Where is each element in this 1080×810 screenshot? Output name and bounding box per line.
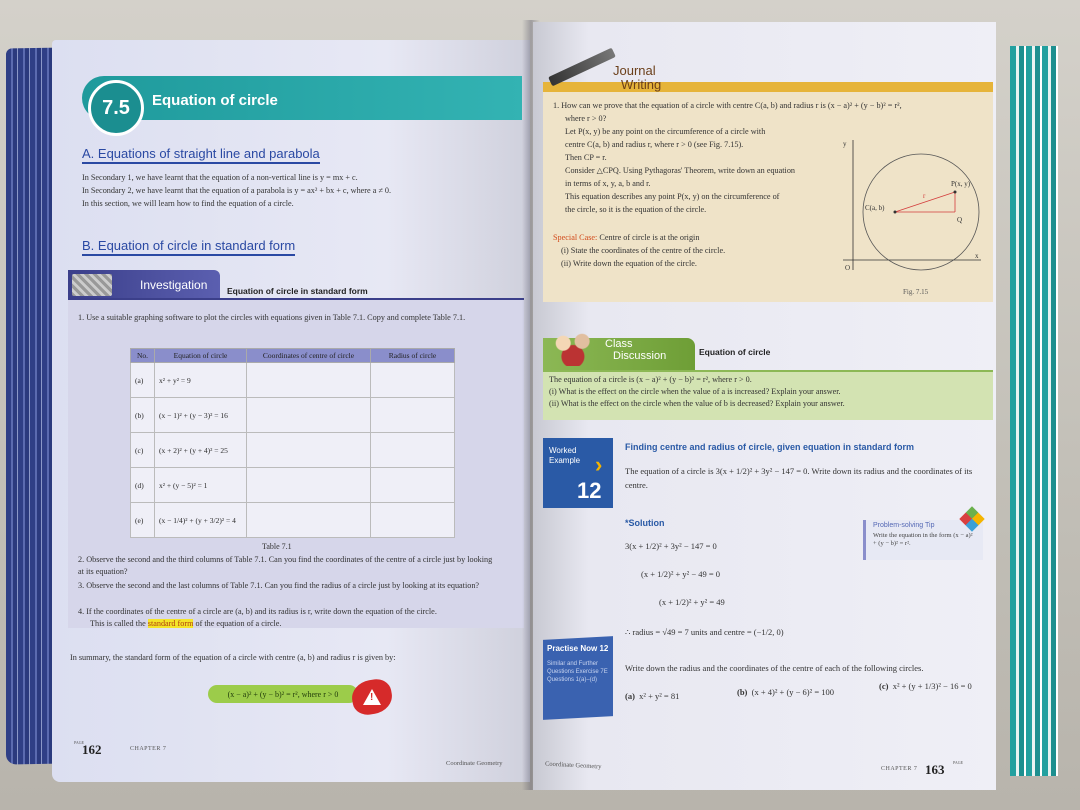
radius-cell <box>371 468 455 503</box>
table-header: Radius of circle <box>371 349 455 363</box>
radius-cell <box>371 363 455 398</box>
journal-line: in terms of x, y, a, b and r. <box>565 179 651 188</box>
special-case: Special Case: Centre of circle is at the origin <box>553 233 700 242</box>
worked-example-label: Worked Example <box>549 446 581 465</box>
row-label: (c) <box>131 433 155 468</box>
page-word: PAGE <box>74 740 85 745</box>
table-row <box>131 433 455 468</box>
table-caption: Table 7.1 <box>262 542 292 551</box>
journal-line: Consider △CPQ. Using Pythagoras' Theorem, write down an equation <box>565 166 796 175</box>
x-axis-label: x <box>975 252 979 260</box>
section-number-badge: 7.5 <box>88 80 144 136</box>
tip-body: Write the equation in the form (x − a)² + (y − b)² = r². <box>873 532 973 547</box>
worked-example-question: The equation of a circle is 3(x + 1/2)² + 3y² − 147 = 0. Write down its radius and the coordinates of its centre. <box>625 466 973 490</box>
investigation-step-4: 4. If the coordinates of the centre of a circle are (a, b) and its radius is r, write down the equation of the circle. <box>78 607 437 616</box>
solution-line: 3(x + 1/2)² + 3y² − 147 = 0 <box>625 541 717 551</box>
row-equation: (x − 1)² + (y − 3)² = 16 <box>155 398 247 433</box>
standard-form-highlight: standard form <box>147 619 194 628</box>
special-case-i: (i) State the coordinates of the centre of the circle. <box>561 246 726 255</box>
page-word: PAGE <box>953 760 964 765</box>
row-equation: (x − 1/4)² + (y + 3/2)² = 4 <box>155 503 247 538</box>
investigation-title: Equation of circle in standard form <box>227 286 368 296</box>
tip-heading: Problem-solving Tip <box>873 522 935 529</box>
centre-cell <box>247 468 371 503</box>
summary-text: In summary, the standard form of the equation of a circle with centre (a, b) and radius r is given by: <box>70 653 396 662</box>
centre-label: C(a, b) <box>865 204 885 212</box>
page-number: 163 <box>925 762 945 777</box>
practise-now-reference: Similar and Further Questions Exercise 7E Questions 1(a)–(d) <box>547 661 608 683</box>
table-row <box>131 398 455 433</box>
table-header: Coordinates of centre of circle <box>247 349 371 363</box>
subsection-b-heading: B. Equation of circle in standard form <box>82 238 295 256</box>
radius-cell <box>371 433 455 468</box>
practise-item: (c) x² + (y + 1/3)² − 16 = 0 <box>879 681 972 691</box>
centre-cell <box>247 503 371 538</box>
solution-line: (x + 1/2)² + y² = 49 <box>659 597 725 607</box>
journal-line: Let P(x, y) be any point on the circumference of a circle with <box>565 127 766 136</box>
row-equation: x² + y² = 9 <box>155 363 247 398</box>
discussion-line: The equation of a circle is (x − a)² + (y − b)² = r², where r > 0. <box>549 375 752 384</box>
table-row <box>131 468 455 503</box>
page-number: 162 <box>82 742 102 757</box>
practise-item: (b) (x + 4)² + (y − 6)² = 100 <box>737 687 834 697</box>
table-row <box>131 503 455 538</box>
solution-line: (x + 1/2)² + y² − 49 = 0 <box>641 569 721 579</box>
books-icon <box>72 274 112 296</box>
class-discussion-title: Class Discussion <box>605 338 667 362</box>
table-header: No. <box>131 349 155 363</box>
centre-cell <box>247 433 371 468</box>
investigation-step-4-standard-form: This is called the standard form of the equation of a circle. <box>90 619 282 628</box>
radius-cell <box>371 398 455 433</box>
investigation-step-1: 1. Use a suitable graphing software to plot the circles with equations given in Table 7.1. Copy and complete Table 7.1. <box>78 313 466 322</box>
chapter-label: CHAPTER 7 <box>881 766 918 772</box>
subsection-a-line-3: In this section, we will learn how to find the equation of a circle. <box>82 199 294 208</box>
row-label: (b) <box>131 398 155 433</box>
radius-cell <box>371 503 455 538</box>
point-q-label: Q <box>957 216 963 224</box>
origin-label: O <box>845 264 851 272</box>
subsection-a-heading: A. Equations of straight line and parabola <box>82 146 320 164</box>
worked-example-title: Finding centre and radius of circle, given equation in standard form <box>625 442 915 452</box>
standard-form-formula: (x − a)² + (y − b)² = r², where r > 0 <box>208 685 358 703</box>
special-case-label: Special Case: <box>553 233 598 242</box>
practise-now-question: Write down the radius and the coordinates of the centre of each of the following circles. <box>625 663 924 673</box>
centre-cell <box>247 363 371 398</box>
radius-label: r <box>923 192 926 200</box>
special-case-ii: (ii) Write down the equation of the circle. <box>561 259 697 268</box>
section-title: Equation of circle <box>152 92 278 109</box>
journal-line: centre C(a, b) and radius r, where r > 0 (see Fig. 7.15). <box>565 140 744 149</box>
page-162 <box>52 40 530 782</box>
row-equation: x² + (y − 5)² = 1 <box>155 468 247 503</box>
row-label: (a) <box>131 363 155 398</box>
discussion-line: (i) What is the effect on the circle when the value of a is increased? Explain your answer. <box>549 387 841 396</box>
class-discussion-subtitle: Equation of circle <box>699 347 771 357</box>
exclamation-icon: ! <box>370 692 374 703</box>
centre-cell <box>247 398 371 433</box>
investigation-step-3: 3. Observe the second and the last columns of Table 7.1. Can you find the radius of a circle just by looking at its equation? <box>78 581 480 590</box>
point-p <box>954 191 957 194</box>
circle-diagram <box>833 130 983 280</box>
row-equation: (x + 2)² + (y + 4)² = 25 <box>155 433 247 468</box>
centre-point <box>894 211 897 214</box>
journal-line: where r > 0? <box>565 114 607 123</box>
journal-band-top <box>543 82 993 92</box>
footer-title: Coordinate Geometry <box>544 760 602 771</box>
table-row <box>131 363 455 398</box>
people-icon <box>547 328 601 366</box>
journal-line: This equation describes any point P(x, y) on the circumference of <box>565 192 780 201</box>
table-header: Equation of circle <box>155 349 247 363</box>
subsection-a-line-2: In Secondary 2, we have learnt that the equation of a parabola is y = ax² + bx + c, where a ≠ 0. <box>82 186 392 195</box>
practise-item: (a) x² + y² = 81 <box>625 691 680 701</box>
row-label: (e) <box>131 503 155 538</box>
investigation-step-2: 2. Observe the second and the third columns of Table 7.1. Can you find the coordinates of the centre of a circle just by looking at its equation? <box>78 555 493 576</box>
pen-icon <box>548 48 616 87</box>
row-label: (d) <box>131 468 155 503</box>
chevron-right-icon: › <box>595 452 603 477</box>
practise-now-title: Practise Now 12 <box>547 644 609 653</box>
solution-label: *Solution <box>625 518 665 528</box>
discussion-line: (ii) What is the effect on the circle when the value of b is decreased? Explain your answer. <box>549 399 845 408</box>
footer-title: Coordinate Geometry <box>446 760 503 767</box>
worked-example-number: 12 <box>577 478 602 503</box>
journal-line: 1. How can we prove that the equation of a circle with centre C(a, b) and radius r is (x − a)² + (y − b)² = r², <box>553 101 902 110</box>
journal-line: the circle, so it is the equation of the circle. <box>565 205 707 214</box>
section-banner <box>82 76 522 120</box>
figure-caption: Fig. 7.15 <box>903 288 929 296</box>
investigation-label: Investigation <box>140 278 208 292</box>
journal-line: Then CP = r. <box>565 153 607 162</box>
book-edge-right <box>1010 46 1058 776</box>
solution-line: ∴ radius = √49 = 7 units and centre = (−1/2, 0) <box>625 627 784 637</box>
equation-table <box>130 348 455 538</box>
point-p-label: P(x, y) <box>951 180 971 188</box>
journal-writing-title: Journal Writing <box>613 63 662 92</box>
subsection-a-line-1: In Secondary 1, we have learnt that the equation of a non-vertical line is y = mx + c. <box>82 173 358 182</box>
y-axis-label: y <box>843 140 847 148</box>
chapter-label: CHAPTER 7 <box>130 746 167 752</box>
page-163 <box>533 22 996 790</box>
